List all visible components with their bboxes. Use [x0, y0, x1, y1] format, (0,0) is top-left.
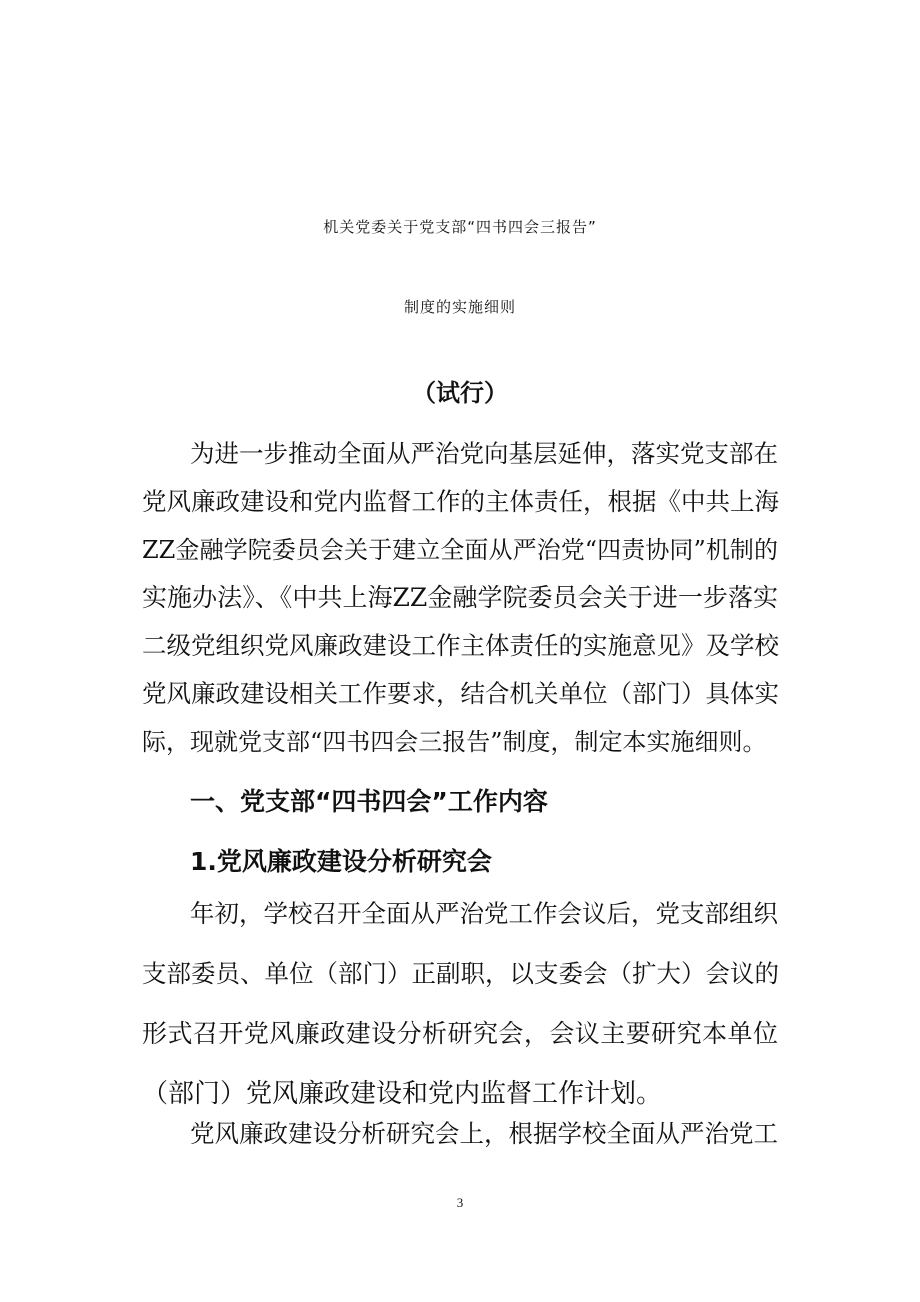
body-paragraph-line: 年初，学校召开全面从严治党工作会议后，党支部组织 — [190, 899, 778, 928]
intro-paragraph-line: 际，现就党支部“四书四会三报告”制度，制定本实施细则。 — [142, 728, 767, 756]
body-paragraph-line: 支部委员、单位（部门）正副职，以支委会（扩大）会议的 — [142, 959, 779, 988]
intro-paragraph-line: 党风廉政建设相关工作要求，结合机关单位（部门）具体实 — [142, 679, 779, 708]
intro-paragraph-line: 二级党组织党风廉政建设工作主体责任的实施意见》及学校 — [142, 631, 779, 660]
intro-paragraph-line: 为进一步推动全面从严治党向基层延伸，落实党支部在 — [190, 439, 778, 468]
body-paragraph-line: 党风廉政建设分析研究会上，根据学校全面从严治党工 — [190, 1119, 778, 1148]
intro-paragraph-line: 党风廉政建设和党内监督工作的主体责任，根据《中共上海 — [142, 487, 779, 516]
document-subtitle: （试行） — [412, 379, 508, 407]
intro-paragraph-line: ZZ金融学院委员会关于建立全面从严治党“四责协同”机制的 — [142, 536, 778, 564]
page-number: 3 — [456, 1195, 464, 1210]
intro-paragraph-line: 实施办法》、《中共上海ZZ金融学院委员会关于进一步落实 — [142, 583, 778, 612]
document-title-line-2: 制度的实施细则 — [403, 298, 516, 316]
section-heading: 一、党支部“四书四会”工作内容 — [190, 787, 548, 816]
subsection-heading: 1.党风廉政建设分析研究会 — [190, 847, 492, 876]
document-title-line-1: 机关党委关于党支部“四书四会三报告” — [323, 218, 597, 236]
body-paragraph-line: 形式召开党风廉政建设分析研究会，会议主要研究本单位 — [142, 1019, 778, 1048]
body-paragraph-line: （部门）党风廉政建设和党内监督工作计划。 — [142, 1079, 663, 1109]
